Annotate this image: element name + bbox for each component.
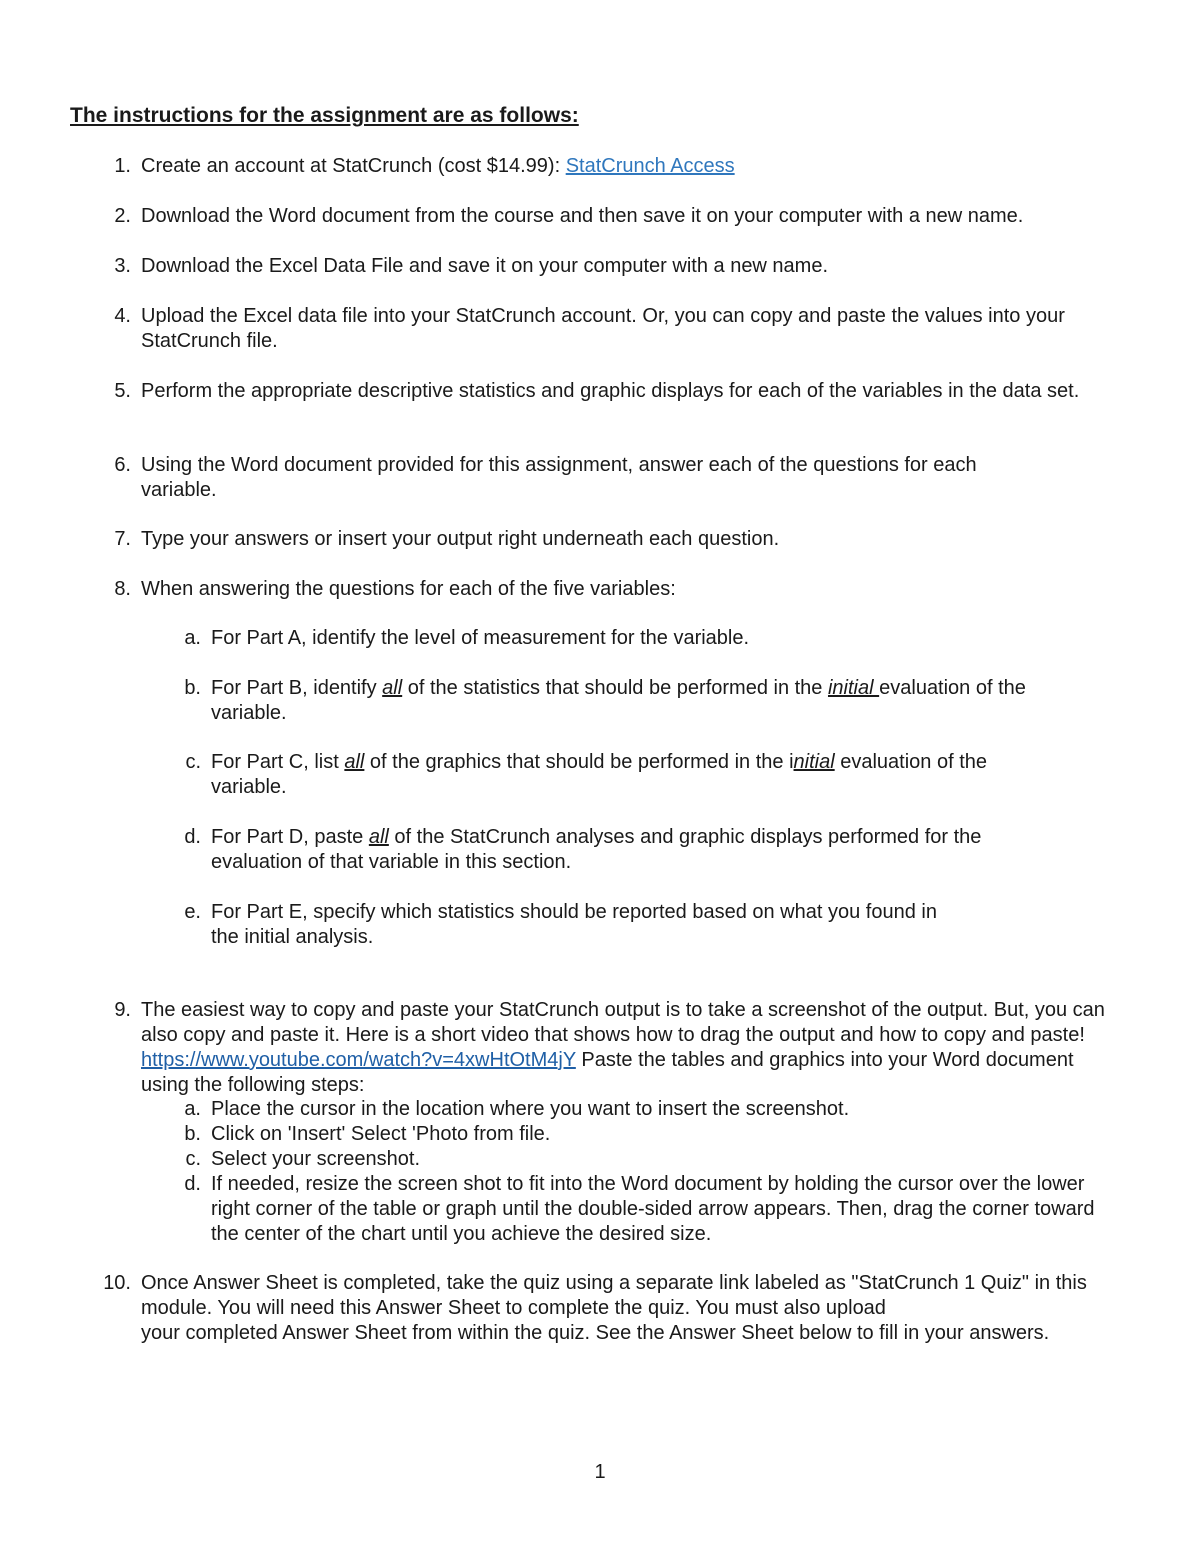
list-text: Download the Word document from the course and then save it on your computer with a new name. — [141, 205, 1024, 227]
emphasis-all: all — [368, 826, 389, 848]
list-text: Using the Word document provided for this assignment, answer each of the questions for each variable. — [141, 454, 977, 501]
sub-item-8d — [184, 825, 1051, 875]
list-number: 5. — [114, 380, 131, 402]
sub-item-8b — [184, 676, 1101, 726]
list-item-4 — [114, 304, 1101, 354]
list-text-line2: your completed Answer Sheet from within the quiz. See the Answer Sheet below to fill in your answers. — [141, 1322, 1050, 1344]
sub-text-mid: of the graphics that should be performed in the i — [364, 751, 794, 773]
list-item-8 — [114, 577, 1141, 602]
list-text: Upload the Excel data file into your StatCrunch account. Or, you can copy and paste the values into your StatCrunch file. — [141, 305, 1065, 352]
sub-text-post: of the StatCrunch analyses and graphic displays performed for the evaluation of that variable in this section. — [211, 826, 982, 873]
sub-item-9c — [185, 1147, 1131, 1172]
page-number: 1 — [594, 1461, 606, 1483]
list-text: Download the Excel Data File and save it on your computer with a new name. — [141, 255, 829, 277]
list-item-1 — [114, 154, 1141, 179]
list-number: 8. — [114, 578, 131, 600]
list-text-pre: The easiest way to copy and paste your StatCrunch output is to take a screenshot of the output. But, you can also copy and paste it. Here is a short video that shows how to drag the output and how to copy and paste! — [141, 999, 1105, 1046]
list-text-post: Paste the tables and graphics into your Word document using the following steps: — [141, 1049, 1074, 1096]
emphasis-initial: nitial — [793, 751, 835, 773]
sub-text: Click on 'Insert' Select 'Photo from file. — [211, 1123, 551, 1145]
sub-item-8c — [185, 750, 1061, 800]
list-number: 3. — [114, 255, 131, 277]
sub-text-mid: of the statistics that should be performed in the — [402, 677, 828, 699]
sub-letter: c. — [185, 1148, 201, 1170]
sub-letter: b. — [184, 677, 201, 699]
list-item-9 — [114, 998, 1126, 1098]
youtube-video-link[interactable]: https://www.youtube.com/watch?v=4xwHtOtM4jY — [141, 1049, 576, 1071]
sub-item-9b — [184, 1122, 1131, 1147]
sub-text-post: evaluation of the variable. — [211, 677, 1026, 724]
sub-text: If needed, resize the screen shot to fit into the Word document by holding the cursor over the lower right corner of the table or graph until the double-sided arrow appears. Then, drag the corner toward the center of the chart until you achieve the desired size. — [211, 1173, 1095, 1245]
list-text: Perform the appropriate descriptive statistics and graphic displays for each of the variables in the data set. — [141, 380, 1080, 402]
sub-text: Place the cursor in the location where you want to insert the screenshot. — [211, 1098, 850, 1120]
list-item-6 — [114, 453, 1056, 503]
list-text-line1: Once Answer Sheet is completed, take the quiz using a separate link labeled as "StatCrunch 1 Quiz" in this module. You will need this Answer Sheet to complete the quiz. You must also upload — [141, 1272, 1087, 1319]
statcrunch-access-link[interactable]: StatCrunch Access — [565, 155, 735, 177]
list-number: 1. — [114, 155, 131, 177]
sub-text: Select your screenshot. — [211, 1148, 420, 1170]
emphasis-all: all — [344, 751, 365, 773]
sub-letter: d. — [184, 1173, 201, 1195]
sub-text-pre: For Part C, list — [211, 751, 345, 773]
emphasis-all: all — [382, 677, 403, 699]
sub-item-9a — [184, 1097, 1131, 1122]
sub-text-pre: For Part D, paste — [211, 826, 369, 848]
list-number: 4. — [114, 305, 131, 327]
sub-text-pre: For Part B, identify — [211, 677, 383, 699]
list-number: 7. — [114, 528, 131, 550]
list-text: Create an account at StatCrunch (cost $14.99): — [141, 155, 566, 177]
sub-letter: c. — [185, 751, 201, 773]
emphasis-initial: initial — [827, 677, 880, 699]
sub-item-8a — [184, 626, 1131, 651]
sub-text-line2: the initial analysis. — [211, 926, 374, 948]
sub-item-8e — [184, 900, 1131, 950]
list-text: Type your answers or insert your output right underneath each question. — [141, 528, 780, 550]
list-number: 6. — [114, 454, 131, 476]
list-item-2 — [114, 204, 1141, 229]
sub-text-line1: For Part E, specify which statistics should be reported based on what you found in — [211, 901, 937, 923]
sub-letter: b. — [184, 1123, 201, 1145]
list-number: 2. — [114, 205, 131, 227]
sub-text: For Part A, identify the level of measurement for the variable. — [211, 627, 750, 649]
sub-item-9d — [184, 1172, 1111, 1247]
list-item-3 — [114, 254, 1141, 279]
list-text: When answering the questions for each of the five variables: — [141, 578, 676, 600]
list-item-7 — [114, 527, 1141, 552]
list-number: 9. — [114, 999, 131, 1021]
page-title: The instructions for the assignment are as follows: — [70, 104, 579, 127]
sub-letter: a. — [184, 627, 201, 649]
list-item-5 — [114, 379, 1126, 404]
list-item-10 — [103, 1271, 1141, 1346]
sub-text-post: evaluation of the variable. — [211, 751, 988, 798]
sub-letter: a. — [184, 1098, 201, 1120]
sub-letter: d. — [184, 826, 201, 848]
sub-letter: e. — [184, 901, 201, 923]
list-number: 10. — [103, 1272, 131, 1294]
